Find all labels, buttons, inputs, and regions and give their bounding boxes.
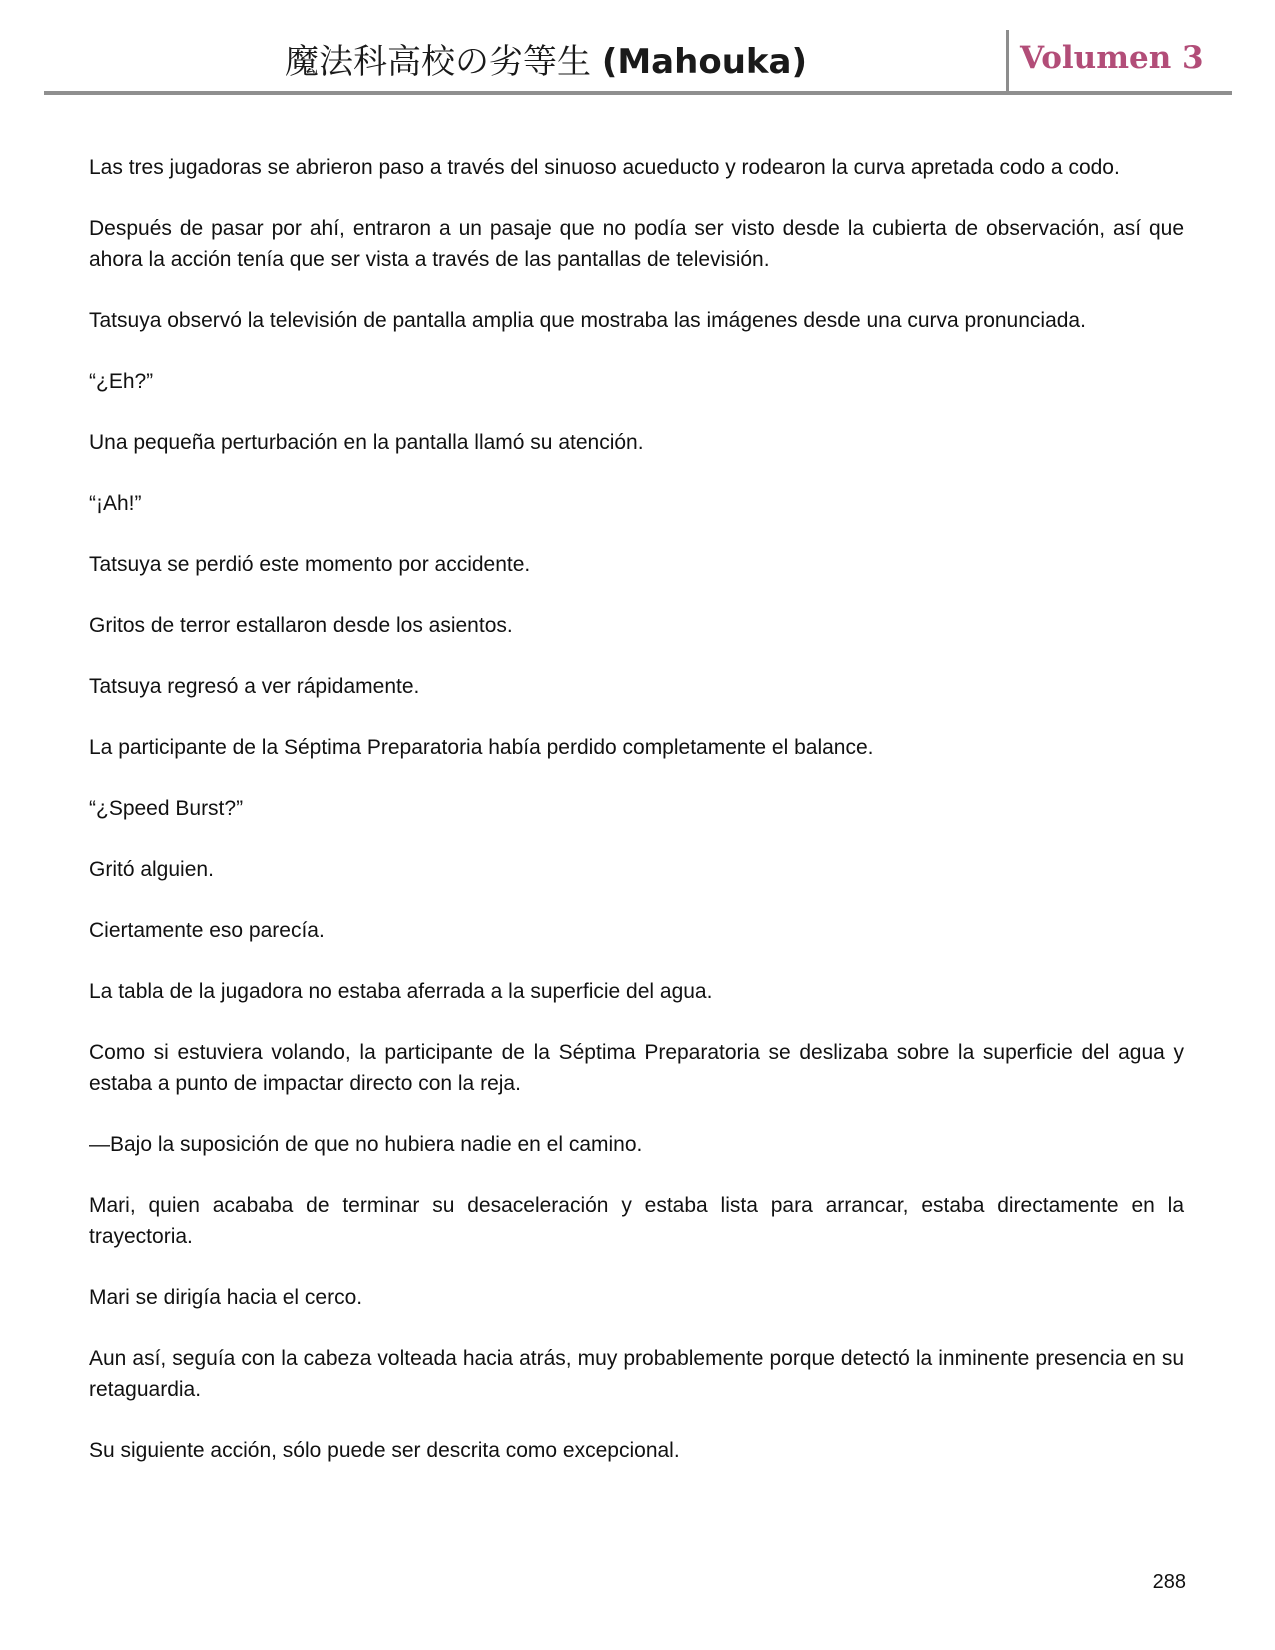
paragraph: Las tres jugadoras se abrieron paso a través del sinuoso acueducto y rodearon la curva apretada codo a codo. <box>89 156 1120 179</box>
paragraph: Tatsuya observó la televisión de pantalla amplia que mostraba las imágenes desde una curva pronunciada. <box>89 309 1086 332</box>
header-divider <box>1006 30 1009 92</box>
paragraph: “¿Speed Burst?” <box>89 797 244 820</box>
book-title <box>44 38 1048 86</box>
paragraph: La tabla de la jugadora no estaba aferrada a la superficie del agua. <box>89 980 713 1003</box>
paragraph: —Bajo la suposición de que no hubiera nadie en el camino. <box>89 1133 643 1156</box>
book-title-cjk: 魔法科高校の劣等生 <box>285 42 602 82</box>
paragraph: Como si estuviera volando, la participante de la Séptima Preparatoria se deslizaba sobre la superficie del agua y estaba a punto de impactar directo con la reja. <box>89 1041 1184 1095</box>
paragraph: “¡Ah!” <box>89 492 142 515</box>
paragraph: Su siguiente acción, sólo puede ser descrita como excepcional. <box>89 1439 680 1462</box>
paragraph: Gritó alguien. <box>89 858 214 881</box>
page-number: 288 <box>1152 1571 1186 1593</box>
page-header <box>44 28 1232 94</box>
paragraph: Tatsuya se perdió este momento por accidente. <box>89 553 531 576</box>
book-title-latin: (Mahouka) <box>601 42 807 82</box>
paragraph: Después de pasar por ahí, entraron a un pasaje que no podía ser visto desde la cubierta de observación, así que ahora la acción tenía que ser vista a través de las pantallas de televisión. <box>89 217 1184 271</box>
paragraph: Mari, quien acababa de terminar su desaceleración y estaba lista para arrancar, estaba directamente en la trayectoria. <box>89 1194 1184 1248</box>
paragraph: Aun así, seguía con la cabeza volteada hacia atrás, muy probablemente porque detectó la inminente presencia en su retaguardia. <box>89 1347 1184 1401</box>
paragraph: Ciertamente eso parecía. <box>89 919 325 942</box>
paragraph: Mari se dirigía hacia el cerco. <box>89 1286 363 1309</box>
paragraph: La participante de la Séptima Preparatoria había perdido completamente el balance. <box>89 736 874 759</box>
paragraph: “¿Eh?” <box>89 370 154 393</box>
volume-label: Volumen 3 <box>1020 40 1204 76</box>
header-rule <box>44 91 1232 95</box>
paragraph: Gritos de terror estallaron desde los asientos. <box>89 614 513 637</box>
paragraph: Una pequeña perturbación en la pantalla llamó su atención. <box>89 431 644 454</box>
page-body <box>89 152 1184 1496</box>
paragraph: Tatsuya regresó a ver rápidamente. <box>89 675 420 698</box>
